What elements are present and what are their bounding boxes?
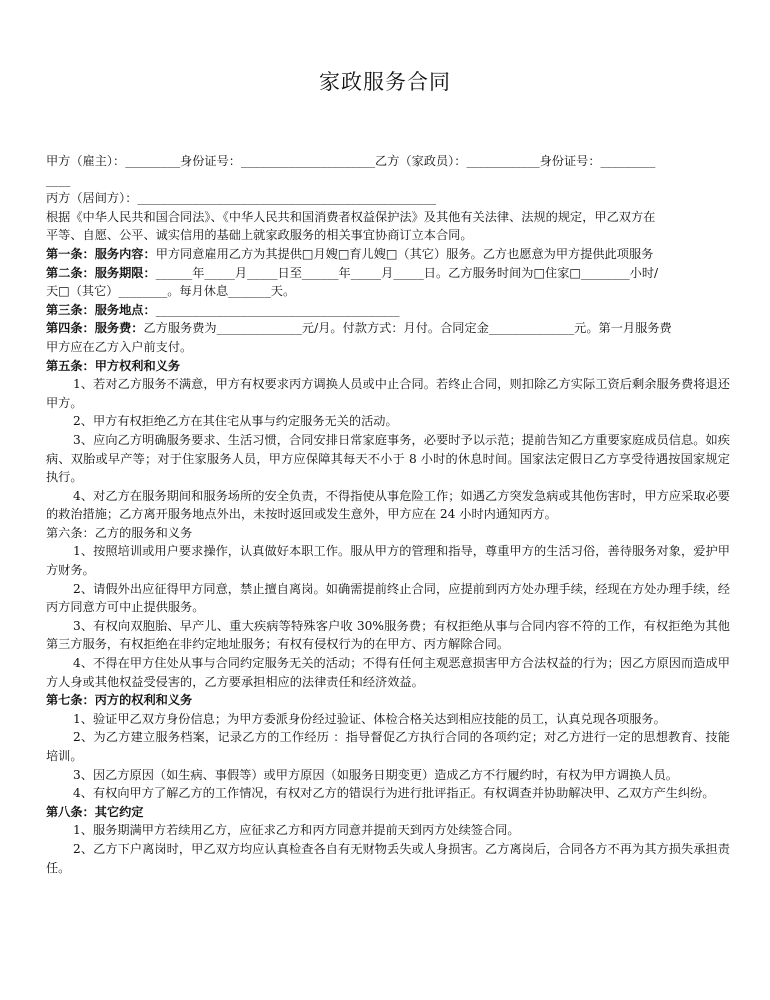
article-8-item-1: 1、服务期满甲方若续用乙方，应征求乙方和丙方同意并提前天到丙方处续签合同。	[73, 823, 520, 838]
article-2-text: ______年_____月_____日至______年_____月_____日。乙方服务时间为□住家□________小时/	[155, 265, 659, 280]
article-6-heading	[46, 524, 730, 543]
article-7-heading: 第七条：丙方的权利和义务	[46, 693, 193, 708]
article-5-heading: 第五条：甲方权利和义务	[46, 358, 181, 373]
article-7-item-1: 1、验证甲乙双方身份信息；为甲方委派身份经过验证、体检合格关达到相应技能的员工，认真兑现各项服务。	[73, 711, 666, 726]
article-3-label: 第三条：服务地点：	[46, 302, 156, 317]
article-4-label: 第四条：服务费：	[46, 321, 144, 336]
article-5-item-3: 3、应向乙方明确服务要求、生活习惯，合同安排日常家庭事务，必要时予以示范；提前告知乙方重要家庭成员信息。如疾病、双胎或早产等；对于住家服务人员，甲方应保障其每天不小于 8 小时的休息时间。国家法定假日乙方享受待遇按国家规定执行。	[46, 432, 730, 485]
article-6-item-2: 2、请假外出应征得甲方同意，禁止擅自离岗。如确需提前终止合同，应提前到丙方处办理手续，经现在方处办理手续，经丙方同意方可中止提供服务。	[46, 581, 730, 615]
article-2	[46, 264, 730, 283]
article-8-heading: 第八条：其它约定	[46, 804, 144, 819]
document-title: 家政服务合同	[319, 70, 451, 94]
article-6-heading-text: 第六条：乙方的服务和义务	[46, 525, 193, 540]
article-1	[46, 245, 730, 264]
preamble-line-2: 平等、自愿、公平、诚实信用的基础上就家政服务的相关事宜协商订立本合同。	[46, 228, 473, 243]
article-7-item-4: 4、有权向甲方了解乙方的工作情况，有权对乙方的错误行为进行批评指正。有权调查并协助解决甲、乙双方产生纠纷。	[73, 786, 715, 801]
article-3-text: ________________________________________	[155, 302, 400, 317]
article-5-item-1: 1、若对乙方服务不满意，甲方有权要求丙方调换人员或中止合同。若终止合同，则扣除乙方实际工资后剩余服务费将退还甲方。	[46, 377, 730, 410]
article-4-text: 乙方服务费为______________元/月。付款方式：月付。合同定金______________元。第一月服务费	[143, 321, 672, 336]
parties-line-1-continued: ____	[46, 172, 71, 187]
preamble-line-1: 根据《中华人民共和国合同法》、《中华人民共和国消费者权益保护法》及其他有关法律、法规的规定，甲乙双方在	[46, 209, 656, 224]
article-3	[46, 301, 730, 320]
parties-line-1: 甲方（雇主）：_________身份证号：______________________乙方（家政员）：____________身份证号：_________	[46, 154, 656, 168]
article-4	[46, 319, 730, 338]
parties-line-2: 丙方（居间方）：_________________________________________________	[46, 191, 436, 206]
article-6-item-1: 1、按照培训或用户要求操作，认真做好本职工作。服从甲方的管理和指导，尊重甲方的生活习俗，善待服务对象，爱护甲方财务。	[46, 544, 730, 578]
article-6-item-3: 3、有权向双胞胎、早产儿、重大疾病等特殊客户收 30%服务费；有权拒绝从事与合同内容不符的工作，有权拒绝为其他第三方服务，有权拒绝在非约定地址服务；有权有侵权行为的在甲方、丙方解除合同。	[46, 618, 730, 652]
article-8-item-2: 2、乙方下户离岗时，甲乙双方均应认真检查各自有无财物丢失或人身损害。乙方离岗后，合同各方不再为其方损失承担责任。	[46, 841, 730, 875]
article-4-continued: 甲方应在乙方入户前支付。	[46, 339, 193, 354]
article-1-label: 第一条：服务内容：	[46, 246, 156, 261]
article-5-item-2: 2、甲方有权拒绝乙方在其住宅从事与约定服务无关的活动。	[73, 414, 398, 429]
article-5-item-4: 4、对乙方在服务期间和服务场所的安全负责，不得指使从事危险工作；如遇乙方突发急病或其他伤害时，甲方应采取必要的救治措施；乙方离开服务地点外出，未按时返回或发生意外，甲方应在 24 小时内通知丙方。	[46, 488, 730, 522]
contract-body	[46, 152, 730, 877]
article-7-item-3: 3、因乙方原因（如生病、事假等）或甲方原因（如服务日期变更）造成乙方不行履约时，有权为甲方调换人员。	[73, 767, 678, 782]
article-1-text: 甲方同意雇用乙方为其提供□月嫂□育儿嫂□（其它）服务。乙方也愿意为甲方提供此项服务	[155, 246, 654, 261]
article-2-continued: 天□（其它）________。每月休息_______天。	[46, 284, 296, 299]
article-6-item-4: 4、不得在甲方住处从事与合同约定服务无关的活动；不得有任何主观恶意损害甲方合法权益的行为；因乙方原因而造成甲方人身或其他权益受侵害的，乙方要承担相应的法律责任和经济效益。	[46, 656, 730, 689]
article-2-label: 第二条：服务期限：	[46, 265, 156, 280]
article-7-item-2: 2、为乙方建立服务档案，记录乙方的工作经历 ：指导督促乙方执行合同的各项约定；对乙方进行一定的思想教育、技能培训。	[46, 730, 730, 763]
